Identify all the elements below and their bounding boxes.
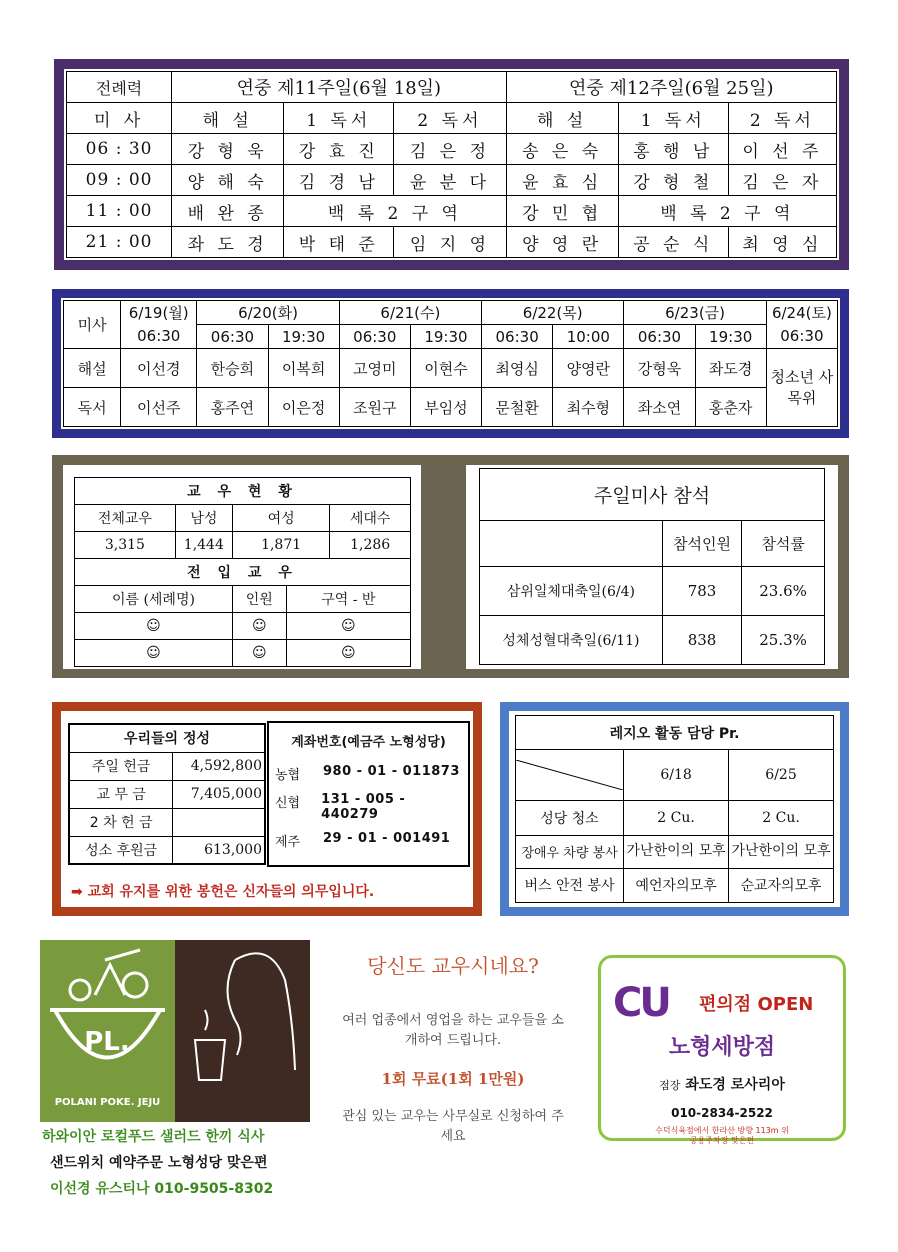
- table-row: [67, 227, 837, 258]
- time-header: 06:30: [339, 325, 410, 349]
- name-cell: 임 지 영: [394, 227, 506, 258]
- ricomaman-brand: ricomaman: [337, 1098, 418, 1114]
- role-header: 2 독서: [728, 103, 836, 134]
- name-cell: 문철환: [482, 388, 553, 427]
- stats-header: 세대수: [330, 505, 411, 532]
- legio-table: [515, 715, 834, 903]
- name-cell: 윤 효 심: [506, 165, 618, 196]
- time-header: 06:30: [121, 325, 197, 349]
- poke-ad: [40, 940, 418, 1122]
- member-business-promo: [318, 950, 588, 1146]
- legio-date: 6/25: [729, 750, 834, 801]
- promo-title: 당신도 교우시네요?: [367, 954, 539, 978]
- legio-duty: 성당 청소: [516, 801, 624, 835]
- legio-date: 6/18: [624, 750, 729, 801]
- poke-line2: 샌드위치 예약주문 노형성당 맞은편: [50, 1155, 268, 1171]
- role-header: 미 사: [67, 103, 172, 134]
- commentary-label: 해설: [64, 349, 121, 388]
- owner-label: 점장: [659, 1079, 681, 1092]
- table-row: [64, 388, 838, 427]
- table-row: [69, 780, 265, 808]
- diagonal-line: [516, 760, 623, 790]
- owner-name: 좌도경 로사리아: [685, 1077, 785, 1093]
- poke-brand: POLANI POKE. JEJU: [54, 1097, 161, 1108]
- table-row: [67, 134, 837, 165]
- name-cell: 강 민 협: [506, 196, 618, 227]
- table-row: [67, 196, 837, 227]
- table-row: [64, 349, 838, 388]
- account-row: [275, 792, 462, 822]
- name-cell: 좌 도 경: [172, 227, 284, 258]
- legio-assignee: 2 Cu.: [729, 801, 834, 835]
- offering-title: 우리들의 정성: [69, 724, 265, 752]
- week2-title: 연중 제12주일(6월 25일): [506, 72, 836, 103]
- cu-open-label: 편의점: [699, 994, 752, 1015]
- name-cell: 홍 행 남: [618, 134, 728, 165]
- cu-address-line2: 공용주차장 맞은편: [689, 1136, 755, 1146]
- stats-title: 교 우 현 황: [75, 478, 411, 505]
- offering-panel: [52, 702, 482, 916]
- role-header: 2 독서: [394, 103, 506, 134]
- cu-address-line1: 수덕식육점에서 한라산 방향 113m 위: [655, 1126, 789, 1135]
- account-title: 계좌번호(예금주 노형성당): [291, 735, 446, 750]
- empty-cell: [480, 521, 663, 567]
- name-cell: 양영란: [553, 349, 624, 388]
- name-cell: 부임성: [410, 388, 481, 427]
- account-number: 131 - 005 - 440279: [321, 792, 406, 822]
- attendance-table: [479, 468, 825, 665]
- week1-title: 연중 제11주일(6월 18일): [172, 72, 506, 103]
- name-cell: 홍주연: [197, 388, 268, 427]
- mass-time: 06 : 30: [67, 134, 172, 165]
- parish-stats-table: [74, 477, 411, 667]
- role-header: 1 독서: [618, 103, 728, 134]
- stats-value: 1,444: [175, 532, 232, 559]
- attendance-title: 주일미사 참석: [480, 469, 825, 521]
- name-cell: 강 형 욱: [172, 134, 284, 165]
- table-row: [67, 165, 837, 196]
- role-header: 1 독서: [284, 103, 394, 134]
- name-cell: 김 경 남: [284, 165, 394, 196]
- attendance-header: 참석인원: [662, 521, 741, 567]
- legio-duty: 버스 안전 봉사: [516, 868, 624, 902]
- time-header: 19:30: [410, 325, 481, 349]
- attendance-count: 783: [662, 567, 741, 616]
- table-row: [480, 616, 825, 665]
- account-number: 980 - 01 - 011873: [323, 764, 460, 779]
- table-row: [69, 808, 265, 836]
- offering-value: 613,000: [173, 836, 265, 864]
- smiley-icon: ☺: [286, 640, 410, 667]
- role-header: 해 설: [506, 103, 618, 134]
- sunday-roster-table: [66, 71, 837, 258]
- name-cell: 강 형 철: [618, 165, 728, 196]
- name-cell: 최수형: [553, 388, 624, 427]
- account-row: [275, 764, 462, 783]
- account-row: [275, 831, 462, 850]
- offering-value: 7,405,000: [173, 780, 265, 808]
- name-cell: 공 순 식: [618, 227, 728, 258]
- offering-label: 2 차 헌 금: [69, 808, 173, 836]
- table-row: [480, 567, 825, 616]
- name-cell: 좌소연: [624, 388, 695, 427]
- new-members-header: 이름 (세례명): [75, 586, 233, 613]
- date-header: 6/19(월): [121, 301, 197, 325]
- name-cell: 좌도경: [695, 349, 766, 388]
- stats-value: 1,286: [330, 532, 411, 559]
- time-header: 10:00: [553, 325, 624, 349]
- time-header: 06:30: [197, 325, 268, 349]
- date-header: 6/23(금): [624, 301, 766, 325]
- stats-header: 전체교우: [75, 505, 176, 532]
- time-header: 06:30: [624, 325, 695, 349]
- date-header: 6/21(수): [339, 301, 481, 325]
- sunday-roster-panel: [54, 59, 849, 270]
- promo-apply: 관심 있는 교우는 사무실로 신청하여 주세요: [342, 1109, 564, 1144]
- new-members-header: 인원: [232, 586, 286, 613]
- legio-title: 레지오 활동 담당 Pr.: [516, 716, 834, 750]
- name-cell: 강 효 진: [284, 134, 394, 165]
- bank-name: 농협: [275, 768, 301, 783]
- name-cell: 이은정: [268, 388, 339, 427]
- cu-logo: CU: [613, 980, 669, 1026]
- stats-value: 1,871: [232, 532, 329, 559]
- new-members-title: 전 입 교 우: [75, 559, 411, 586]
- legio-panel: [500, 702, 849, 916]
- name-cell: 백 록 2 구 역: [618, 196, 836, 227]
- mass-time: 11 : 00: [67, 196, 172, 227]
- name-cell: 김 은 정: [394, 134, 506, 165]
- stats-panel: [52, 455, 849, 678]
- legio-assignee: 가난한이의 모후: [729, 835, 834, 868]
- weekday-roster-panel: [52, 289, 849, 438]
- saturday-cell: 청소년 사목위: [766, 349, 837, 427]
- date-header: 6/20(화): [197, 301, 339, 325]
- cu-store-name: 노형세방점: [668, 1035, 776, 1060]
- bank-name: 신협: [275, 796, 301, 811]
- legio-assignee: 가난한이의 모후: [624, 835, 729, 868]
- name-cell: 이 선 주: [728, 134, 836, 165]
- date-header: 6/22(목): [482, 301, 624, 325]
- attendance-rate: 25.3%: [742, 616, 825, 665]
- bank-account-box: [267, 721, 470, 867]
- legio-assignee: 순교자의모후: [729, 868, 834, 902]
- offering-table: [68, 723, 266, 865]
- name-cell: 백 록 2 구 역: [284, 196, 506, 227]
- name-cell: 송 은 숙: [506, 134, 618, 165]
- smiley-icon: ☺: [286, 613, 410, 640]
- stats-header: 남성: [175, 505, 232, 532]
- attendance-box: [466, 465, 838, 669]
- name-cell: 양 영 란: [506, 227, 618, 258]
- promo-price: 1회 무료(1회 1만원): [381, 1070, 525, 1088]
- mass-label: 미사: [64, 301, 121, 349]
- liturgy-calendar-label: 전례력: [67, 72, 172, 103]
- cu-open-text: [699, 990, 813, 1016]
- cu-phone: 010-2834-2522: [671, 1106, 773, 1120]
- name-cell: 배 완 종: [172, 196, 284, 227]
- reading-label: 독서: [64, 388, 121, 427]
- name-cell: 홍춘자: [695, 388, 766, 427]
- smiley-icon: ☺: [232, 613, 286, 640]
- stats-header: 여성: [232, 505, 329, 532]
- date-header: 6/24(토): [766, 301, 837, 325]
- time-header: 06:30: [766, 325, 837, 349]
- table-row: [516, 868, 834, 902]
- offering-label: 성소 후원금: [69, 836, 173, 864]
- attendance-header: 참석률: [742, 521, 825, 567]
- attendance-rate: 23.6%: [742, 567, 825, 616]
- smiley-icon: ☺: [75, 640, 233, 667]
- name-cell: 조원구: [339, 388, 410, 427]
- cu-store-ad: [598, 955, 846, 1146]
- poke-line1: 하와이안 로컬푸드 샐러드 한끼 식사: [42, 1129, 265, 1145]
- offering-label: 주일 헌금: [69, 752, 173, 780]
- parish-stats-box: [63, 465, 421, 669]
- name-cell: 이선경: [121, 349, 197, 388]
- name-cell: 윤 분 다: [394, 165, 506, 196]
- attendance-count: 838: [662, 616, 741, 665]
- smiley-icon: ☺: [75, 613, 233, 640]
- name-cell: 김 은 자: [728, 165, 836, 196]
- attendance-label: 삼위일체대축일(6/4): [480, 567, 663, 616]
- name-cell: 최 영 심: [728, 227, 836, 258]
- name-cell: 최영심: [482, 349, 553, 388]
- table-row: [69, 752, 265, 780]
- time-header: 19:30: [695, 325, 766, 349]
- legio-assignee: 예언자의모후: [624, 868, 729, 902]
- cu-open-badge: OPEN: [757, 994, 814, 1015]
- legio-duty: 장애우 차량 봉사: [516, 835, 624, 868]
- cu-owner: [601, 1074, 843, 1094]
- name-cell: 강형욱: [624, 349, 695, 388]
- new-members-header: 구역 - 반: [286, 586, 410, 613]
- account-number: 29 - 01 - 001491: [323, 831, 451, 846]
- name-cell: 한승희: [197, 349, 268, 388]
- mass-time: 21 : 00: [67, 227, 172, 258]
- name-cell: 이현수: [410, 349, 481, 388]
- stats-value: 3,315: [75, 532, 176, 559]
- attendance-label: 성체성혈대축일(6/11): [480, 616, 663, 665]
- table-row: [516, 801, 834, 835]
- table-row: [516, 835, 834, 868]
- poke-logo-text: PL.: [84, 1027, 130, 1057]
- bank-name: 제주: [275, 835, 301, 850]
- promo-text: 여러 업종에서 영업을 하는 교우들을 소개하여 드립니다.: [342, 1013, 564, 1048]
- smiley-icon: ☺: [232, 640, 286, 667]
- salad-bowl-icon: [40, 940, 175, 1090]
- diagonal-cell: [516, 750, 624, 801]
- name-cell: 이복희: [268, 349, 339, 388]
- legio-assignee: 2 Cu.: [624, 801, 729, 835]
- name-cell: 이선주: [121, 388, 197, 427]
- poke-logo-panel: [40, 940, 175, 1122]
- offering-value: [173, 808, 265, 836]
- table-row: [69, 836, 265, 864]
- cu-address: [601, 1126, 843, 1147]
- name-cell: 양 해 숙: [172, 165, 284, 196]
- offering-note: ➡ 교회 유지를 위한 봉헌은 신자들의 의무입니다.: [71, 884, 375, 900]
- weekday-roster-table: [63, 300, 838, 427]
- poke-line3: 이선경 유스티나 010-9505-8302: [50, 1181, 274, 1197]
- name-cell: 고영미: [339, 349, 410, 388]
- offering-value: 4,592,800: [173, 752, 265, 780]
- role-header: 해 설: [172, 103, 284, 134]
- offering-label: 교 무 금: [69, 780, 173, 808]
- name-cell: 박 태 준: [284, 227, 394, 258]
- ricomaman-panel: [175, 940, 418, 1122]
- time-header: 06:30: [482, 325, 553, 349]
- woman-coffee-icon: [175, 940, 310, 1090]
- time-header: 19:30: [268, 325, 339, 349]
- mass-time: 09 : 00: [67, 165, 172, 196]
